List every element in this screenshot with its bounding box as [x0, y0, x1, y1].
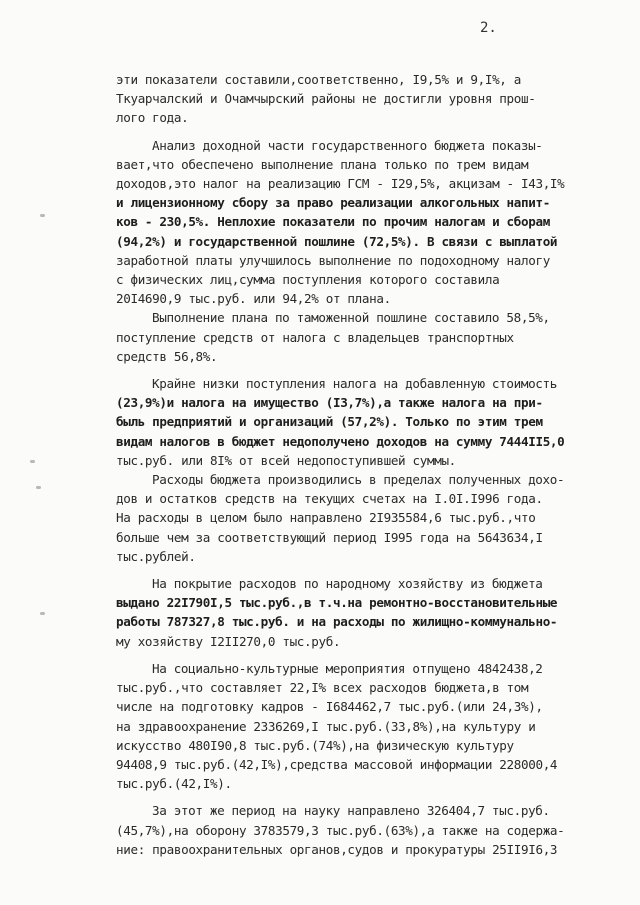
scan-speck	[40, 214, 45, 217]
text-line: На социально-культурные мероприятия отпущено 4842438,2	[152, 660, 543, 676]
text-line: тыс.руб.(42,I%).	[116, 776, 232, 792]
text-line: Выполнение плана по таможенной пошлине составило 58,5%,	[152, 310, 550, 326]
text-line: ков - 230,5%. Неплохие показатели по прочим налогам и сборам	[116, 214, 550, 230]
text-line: выдано 22I790I,5 тыс.руб.,в т.ч.на ремонтно-восстановительные	[116, 595, 558, 611]
paragraph-2	[116, 136, 616, 309]
paragraph-8	[116, 801, 616, 859]
text-line: Ткуарчалский и Очамчырский районы не достигли уровня прош-	[116, 91, 536, 107]
text-line: ние: правоохранительных органов,судов и прокуратуры 25II9I6,3	[116, 841, 558, 857]
text-line: На расходы в целом было направлено 2I935584,6 тыс.руб.,что	[116, 510, 536, 526]
text-line: На покрытие расходов по народному хозяйству из бюджета	[152, 576, 543, 592]
text-line: (94,2%) и государственной пошлине (72,5%). В связи с выплатой	[116, 233, 558, 249]
paragraph-3	[116, 308, 616, 366]
text-line: тыс.руб. или 8I% от всей недопоступившей суммы.	[116, 452, 456, 468]
scan-speck	[40, 612, 45, 615]
paragraph-4	[116, 374, 616, 470]
text-line: быль предприятий и организаций (57,2%). Только по этим трем	[116, 414, 543, 430]
text-line: заработной платы улучшилось выполнение по подоходному налогу	[116, 252, 550, 268]
text-line: эти показатели составили,соответственно, I9,5% и 9,I%, а	[116, 72, 521, 87]
text-line: видам налогов в бюджет недополучено доходов на сумму 7444II5,0	[116, 433, 565, 449]
text-line: работы 787327,8 тыс.руб. и на расходы по жилищно-коммунально-	[116, 614, 558, 630]
text-line: тыс.рублей.	[116, 548, 196, 564]
text-line: и лицензионному сбору за право реализации алкогольных напит-	[116, 195, 550, 211]
text-line: лого года.	[116, 110, 189, 126]
text-line: вает,что обеспечено выполнение плана только по трем видам	[116, 156, 529, 172]
text-line: тыс.руб.,что составляет 22,I% всех расходов бюджета,в том	[116, 680, 529, 696]
paragraph-1	[116, 70, 616, 128]
text-line: числе на подготовку кадров - I684462,7 тыс.руб.(или 24,3%),	[116, 699, 543, 715]
text-line: с физических лиц,сумма поступления которого составила	[116, 272, 500, 288]
text-line: (23,9%)и налога на имущество (I3,7%),а также налога на при-	[116, 395, 543, 411]
text-line: 94408,9 тыс.руб.(42,I%),средства массовой информации 228000,4	[116, 756, 558, 772]
text-line: (45,7%),на оборону 3783579,3 тыс.руб.(63%),а также на содержа-	[116, 822, 565, 838]
text-line: поступление средств от налога с владельцев транспортных	[116, 329, 514, 345]
body-text	[116, 70, 616, 859]
text-line: доходов,это налог на реализацию ГСМ - I29,5%, акцизам - I43,I%	[116, 176, 565, 192]
text-line: искусство 480I90,8 тыс.руб.(74%),на физическую культуру	[116, 737, 514, 753]
paragraph-5	[116, 470, 616, 566]
paragraph-6	[116, 574, 616, 651]
text-line: дов и остатков средств на текущих счетах на I.0I.I996 года.	[116, 491, 543, 507]
text-line: Расходы бюджета производились в пределах полученных дохо-	[152, 472, 565, 488]
text-line: Крайне низки поступления налога на добавленную стоимость	[152, 376, 557, 392]
text-line: на здравоохранение 2336269,I тыс.руб.(33,8%),на культуру и	[116, 718, 536, 734]
text-line: За этот же период на науку направлено 326404,7 тыс.руб.	[152, 803, 550, 819]
scan-speck	[30, 460, 35, 463]
text-line: средств 56,8%.	[116, 348, 218, 364]
text-line: му хозяйству I2II270,0 тыс.руб.	[116, 633, 341, 649]
text-line: Анализ доходной части государственного бюджета показы-	[152, 137, 543, 153]
text-line: 20I4690,9 тыс.руб. или 94,2% от плана.	[116, 291, 391, 307]
page-number: 2.	[480, 20, 497, 36]
scan-speck	[36, 486, 41, 489]
paragraph-7	[116, 659, 616, 793]
text-line: больше чем за соответствующий период I995 года на 5643634,I	[116, 529, 543, 545]
